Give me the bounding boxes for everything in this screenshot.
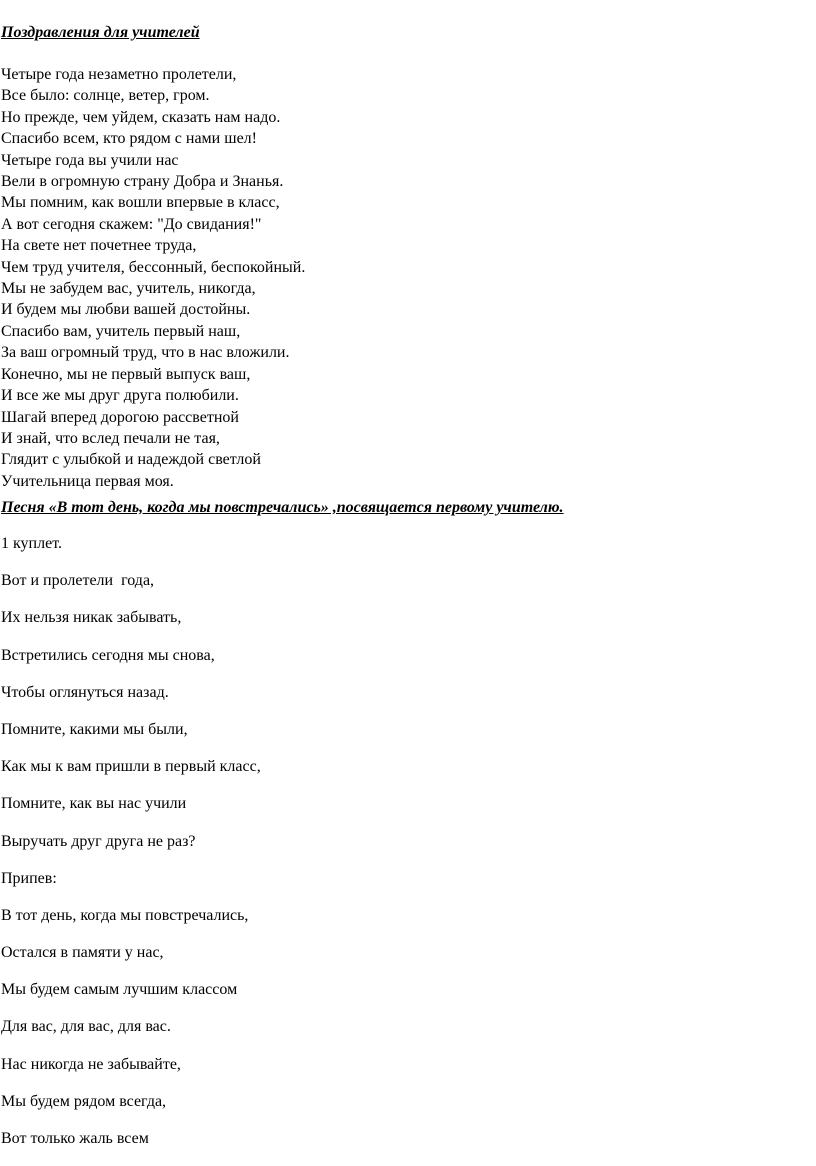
poem-line: Спасибо вам, учитель первый наш, bbox=[1, 322, 241, 340]
poem-line: На свете нет почетнее труда, bbox=[1, 237, 197, 255]
poem-line: Конечно, мы не первый выпуск ваш, bbox=[1, 365, 251, 383]
song-line: Мы будем самым лучшим классом bbox=[1, 981, 238, 999]
poem-line: Чем труд учителя, бессонный, беспокойный. bbox=[1, 258, 306, 276]
song-line: Как мы к вам пришли в первый класс, bbox=[1, 758, 261, 776]
poem-line: Шагай вперед дорогою рассветной bbox=[1, 408, 239, 426]
poem-line: Учительница первая моя. bbox=[1, 472, 174, 490]
poem-line: Мы не забудем вас, учитель, никогда, bbox=[1, 280, 256, 298]
song-line: Помните, какими мы были, bbox=[1, 720, 188, 738]
song-line: Выручать друг друга не раз? bbox=[1, 832, 196, 850]
song-line: Их нельзя никак забывать, bbox=[1, 609, 182, 627]
document-title: Поздравления для учителей bbox=[1, 24, 200, 41]
song-line: Припев: bbox=[1, 869, 57, 887]
song-line: Нас никогда не забывайте, bbox=[1, 1055, 181, 1073]
song-line: Для вас, для вас, для вас. bbox=[1, 1018, 171, 1036]
poem-line: Четыре года незаметно пролетели, bbox=[1, 66, 237, 83]
poem-line: Спасибо всем, кто рядом с нами шел! bbox=[1, 130, 257, 148]
poem-line: Но прежде, чем уйдем, сказать нам надо. bbox=[1, 108, 281, 126]
poem-line: За ваш огромный труд, что в нас вложили. bbox=[1, 344, 290, 362]
song-title: Песня «В тот день, когда мы повстречались» ,посвящается первому учителю. bbox=[1, 499, 564, 516]
song-line: Чтобы оглянуться назад. bbox=[1, 683, 169, 701]
poem-line: Все было: солнце, ветер, гром. bbox=[1, 87, 210, 105]
song-line: 1 куплет. bbox=[1, 535, 62, 552]
song-line: Вот только жаль всем bbox=[1, 1130, 149, 1147]
song-lyrics bbox=[1, 534, 261, 1166]
poem-line: Четыре года вы учили нас bbox=[1, 151, 179, 169]
poem-line: Вели в огромную страну Добра и Знанья. bbox=[1, 173, 284, 191]
song-line: Встретились сегодня мы снова, bbox=[1, 646, 215, 664]
song-line: В тот день, когда мы повстречались, bbox=[1, 906, 249, 924]
poem-line: И будем мы любви вашей достойны. bbox=[1, 301, 251, 319]
song-line: Вот и пролетели года, bbox=[1, 572, 155, 590]
poem bbox=[1, 64, 305, 492]
song-line: Мы будем рядом всегда, bbox=[1, 1092, 167, 1110]
poem-line: Глядит с улыбкой и надеждой светлой bbox=[1, 451, 261, 469]
song-line: Помните, как вы нас учили bbox=[1, 795, 187, 813]
poem-line: Мы помним, как вошли впервые в класс, bbox=[1, 194, 280, 212]
poem-line: А вот сегодня скажем: "До свидания!" bbox=[1, 215, 262, 233]
poem-line: И все же мы друг друга полюбили. bbox=[1, 387, 239, 405]
poem-line: И знай, что вслед печали не тая, bbox=[1, 429, 220, 447]
song-line: Остался в памяти у нас, bbox=[1, 944, 164, 962]
